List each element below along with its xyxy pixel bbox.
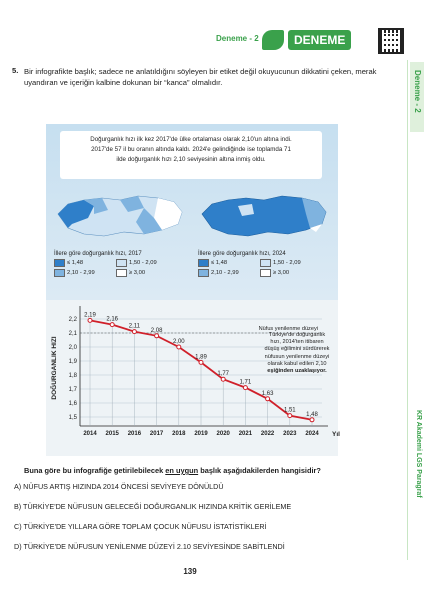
- map-title-2024: İllere göre doğurganlık hızı, 2024: [198, 251, 286, 257]
- stem-text-end: başlık aşağıdakilerden hangisidir?: [198, 466, 321, 475]
- data-label: 1,77: [217, 371, 230, 378]
- x-tick-label: 2022: [260, 431, 275, 437]
- threshold-label: Nüfus yenilenme düzeyi: [258, 326, 318, 332]
- chart-annotation: [258, 332, 336, 375]
- data-label: 2,16: [106, 316, 119, 323]
- legend-label: 2,10 - 2,99: [211, 270, 239, 276]
- data-label: 1,48: [306, 411, 318, 418]
- x-tick-label: 2023: [283, 431, 297, 437]
- map-2017: [54, 184, 186, 276]
- qr-code-icon[interactable]: [378, 28, 404, 54]
- option-b[interactable]: B) TÜRKİYE'DE NÜFUSUN GELECEĞİ DOĞURGANLIK HIZINDA KRİTİK GERİLEME: [14, 502, 292, 511]
- legend-label: 1,50 - 2,09: [129, 260, 157, 266]
- x-tick-label: 2017: [149, 431, 164, 437]
- fertility-chart: [46, 300, 338, 456]
- y-tick-label: 1,6: [68, 401, 77, 407]
- question-number: 5.: [12, 66, 19, 75]
- legend-swatch: [260, 259, 271, 267]
- legend-item: [198, 259, 260, 267]
- data-point: [266, 397, 270, 401]
- x-tick-label: 2018: [172, 431, 186, 437]
- stem-emphasis: en uygun: [165, 466, 199, 475]
- legend-label: 2,10 - 2,99: [67, 270, 95, 276]
- legend-label: 1,50 - 2,09: [273, 260, 301, 266]
- data-label: 2,00: [172, 339, 185, 345]
- legend-swatch: [54, 259, 65, 267]
- legend-label: ≤ 1,48: [67, 260, 84, 266]
- data-point: [132, 330, 136, 334]
- data-point: [243, 386, 247, 390]
- legend-label: ≥ 3,00: [273, 270, 290, 276]
- map-legend-2024: [198, 259, 330, 277]
- legend-item: [198, 269, 260, 277]
- note-line: olarak kabul edilen 2,10: [267, 360, 327, 367]
- note-line: hızı, 2014'ten itibaren: [270, 339, 324, 346]
- x-axis-label: Yıl: [332, 431, 340, 438]
- legend-swatch: [54, 269, 65, 277]
- data-point: [110, 323, 114, 327]
- side-tab-label: Deneme - 2: [413, 70, 422, 113]
- logo-text: DENEME: [288, 30, 351, 50]
- data-point: [155, 334, 159, 338]
- legend-item: [116, 259, 178, 267]
- fertility-line-chart: [46, 300, 338, 456]
- data-point: [221, 377, 225, 381]
- legend-item: [260, 269, 322, 277]
- section-label: Deneme - 2: [216, 34, 259, 43]
- page-number: 139: [183, 567, 197, 576]
- side-footer-label: KR Akademi LGS Paragraf: [415, 410, 422, 498]
- y-tick-label: 1,8: [68, 373, 77, 379]
- option-a[interactable]: A) NÜFUS ARTIŞ HIZINDA 2014 ÖNCESİ SEVİYEYE DÖNÜLDÜ: [14, 482, 224, 491]
- y-tick-label: 1,7: [68, 387, 77, 393]
- option-d[interactable]: D) TÜRKİYE'DE NÜFUSUN YENİLENME DÜZEYİ 2.10 SEVİYESİNDE SABİTLENDİ: [14, 542, 285, 551]
- legend-swatch: [198, 269, 209, 277]
- callout-line: ilde doğurganlık hızı 2,10 seviyesinin altına inmiş oldu.: [116, 156, 266, 163]
- side-divider: [407, 60, 408, 560]
- callout-line: 2017'de 57 il bu oranın altında kaldı. 2024'e gelindiğinde ise toplamda 71: [91, 146, 291, 153]
- y-axis-label: DOĞURGANLIK HIZI: [51, 336, 58, 400]
- legend-label: ≤ 1,48: [211, 260, 228, 266]
- y-tick-label: 2,1: [68, 331, 77, 337]
- y-tick-label: 1,9: [68, 359, 77, 365]
- question-text: Bir infografikte başlık; sadece ne anlatıldığını söyleyen bir etiket değil okuyucunun dikkatini çeken, merak uyandıran ve içeriğin kalbine dokunan bir “kanca” olmalıdır.: [24, 67, 377, 87]
- page-header: [0, 0, 424, 52]
- data-label: 1,71: [239, 379, 252, 386]
- x-tick-label: 2024: [305, 431, 319, 437]
- legend-swatch: [116, 259, 127, 267]
- legend-label: ≥ 3,00: [129, 270, 146, 276]
- note-line: nüfusun yenilenme düzeyi: [264, 353, 330, 360]
- data-point: [177, 345, 181, 349]
- logo-mark-icon: [262, 30, 284, 50]
- x-tick-label: 2021: [238, 431, 253, 437]
- note-line: Türkiye'de doğurganlık: [268, 332, 326, 338]
- data-point: [199, 360, 203, 364]
- turkey-map-2024: [198, 184, 330, 244]
- data-point: [88, 318, 92, 322]
- map-title-2017: İllere göre doğurganlık hızı, 2017: [54, 251, 142, 257]
- x-tick-label: 2019: [194, 431, 208, 437]
- x-tick-label: 2016: [127, 431, 142, 437]
- deneme-logo: [262, 30, 372, 50]
- legend-swatch: [260, 269, 271, 277]
- legend-swatch: [198, 259, 209, 267]
- question-stem: [24, 466, 388, 475]
- data-label: 1,51: [283, 407, 296, 414]
- legend-item: [54, 259, 116, 267]
- note-line: düşüş eğilimini sürdürerek: [264, 346, 330, 353]
- x-tick-label: 2015: [105, 431, 119, 437]
- legend-item: [260, 259, 322, 267]
- legend-swatch: [116, 269, 127, 277]
- y-tick-label: 2,0: [68, 345, 77, 351]
- map-legend-2017: [54, 259, 186, 277]
- x-tick-label: 2020: [216, 431, 230, 437]
- legend-item: [116, 269, 178, 277]
- x-tick-label: 2014: [83, 431, 97, 437]
- data-label: 2,08: [150, 327, 163, 334]
- data-label: 2,11: [128, 323, 141, 330]
- y-tick-label: 2,2: [68, 317, 77, 323]
- data-label: 1,89: [195, 354, 207, 361]
- option-c[interactable]: C) TÜRKİYE'DE YILLARA GÖRE TOPLAM ÇOCUK NÜFUSU İSTATİSTİKLERİ: [14, 522, 267, 531]
- data-label: 2,19: [84, 312, 96, 319]
- note-line: eşiğinden uzaklaşıyor.: [267, 368, 327, 375]
- turkey-map-2017: [54, 184, 186, 244]
- callout-line: Doğurganlık hızı ilk kez 2017'de ülke ortalaması olarak 2,10'un altına indi.: [90, 136, 292, 143]
- y-tick-label: 1,5: [68, 415, 77, 421]
- stem-text: Buna göre bu infografiğe getirilebilecek: [24, 466, 166, 475]
- data-label: 1,63: [261, 390, 274, 397]
- legend-item: [54, 269, 116, 277]
- infographic-callout: [60, 131, 322, 179]
- map-2024: [198, 184, 330, 276]
- data-point: [310, 418, 314, 422]
- data-point: [288, 414, 292, 418]
